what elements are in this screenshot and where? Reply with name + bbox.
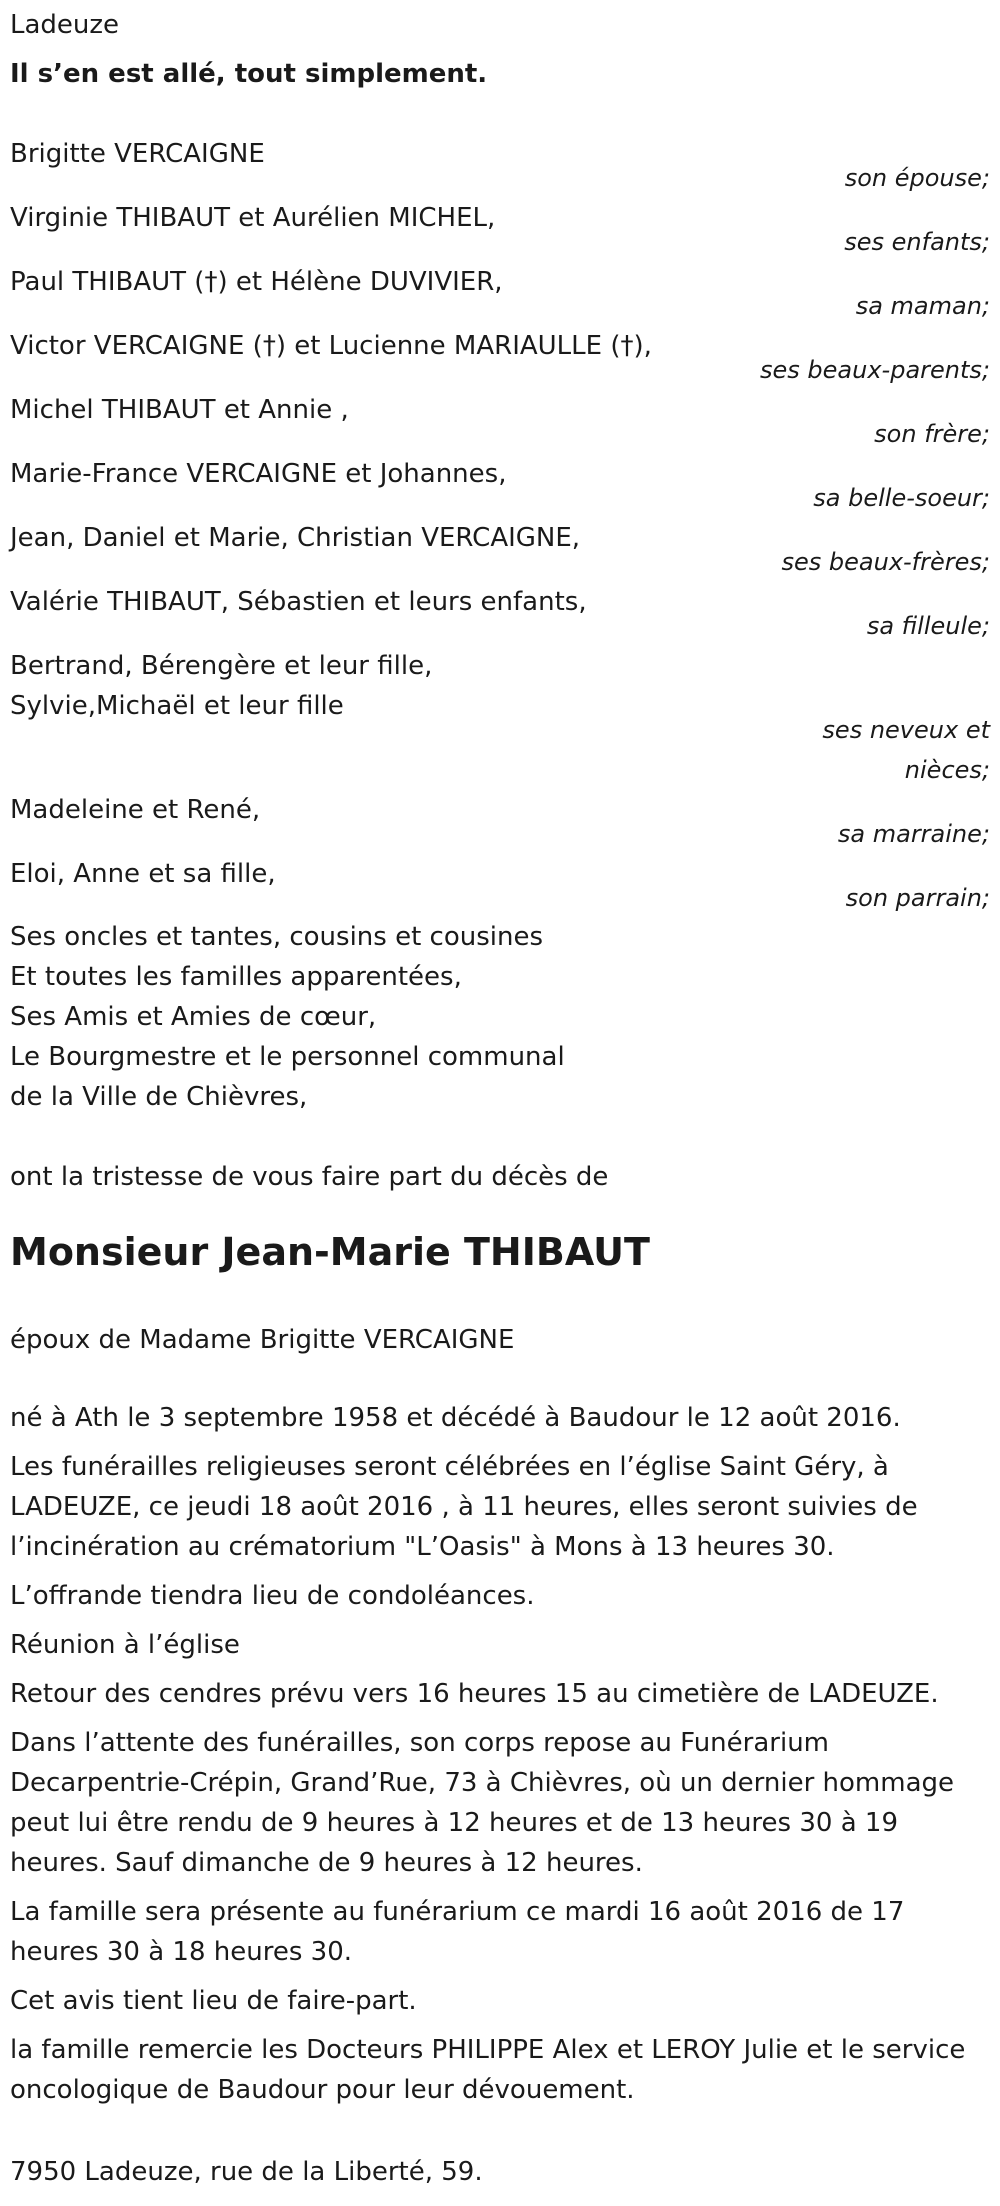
detail-paragraph: Réunion à l’église [10, 1630, 240, 1660]
others-line: de la Ville de Chièvres, [10, 1082, 308, 1112]
family-names: Sylvie,Michaël et leur fille [10, 691, 344, 721]
detail-paragraph: La famille sera présente au funérarium ce mardi 16 août 2016 de 17 heures 30 à 18 heures 30. [10, 1897, 905, 1967]
detail-paragraph: la famille remercie les Docteurs PHILIPPE Alex et LEROY Julie et le service oncologique de Baudour pour leur dévouement. [10, 2035, 966, 2105]
family-names: Madeleine et René, [10, 795, 261, 825]
detail-paragraph: Dans l’attente des funérailles, son corps repose au Funérarium Decarpentrie-Crépin, Grand’Rue, 73 à Chièvres, où un dernier hommage peut lui être rendu de 9 heures à 12 heures et de 13 heures 30 à 19 heures. Sauf dimanche de 9 heures à 12 heures. [10, 1728, 955, 1878]
family-names: Eloi, Anne et sa fille, [10, 859, 276, 889]
family-names: Michel THIBAUT et Annie , [10, 395, 349, 425]
family-names: Virginie THIBAUT et Aurélien MICHEL, [10, 203, 496, 233]
address: 7950 Ladeuze, rue de la Liberté, 59. [10, 2157, 483, 2187]
announcement: ont la tristesse de vous faire part du décès de [10, 1162, 609, 1192]
family-names: Marie-France VERCAIGNE et Johannes, [10, 459, 507, 489]
family-names: Valérie THIBAUT, Sébastien et leurs enfants, [10, 587, 587, 617]
tagline: Il s’en est allé, tout simplement. [10, 59, 488, 89]
family-names: Paul THIBAUT (†) et Hélène DUVIVIER, [10, 267, 503, 297]
deceased-name: Monsieur Jean-Marie THIBAUT [10, 1230, 650, 1274]
family-relation: ses neveux et [822, 716, 990, 744]
detail-paragraph: Les funérailles religieuses seront célébrées en l’église Saint Géry, à LADEUZE, ce jeudi 18 août 2016 , à 11 heures, elles seront suivies de l’incinération au crématorium "L’Oasis" à Mons à 13 heures 30. [10, 1452, 918, 1562]
family-names: Brigitte VERCAIGNE [10, 139, 265, 169]
family-relation: sa marraine; [837, 820, 990, 848]
family-relation: ses beaux-frères; [781, 548, 990, 576]
family-names: Jean, Daniel et Marie, Christian VERCAIGNE, [10, 523, 581, 553]
others-line: Et toutes les familles apparentées, [10, 962, 462, 992]
family-relation: sa filleule; [866, 612, 990, 640]
detail-paragraph: Cet avis tient lieu de faire-part. [10, 1986, 417, 2016]
others-line: Le Bourgmestre et le personnel communal [10, 1042, 565, 1072]
detail-paragraph: Retour des cendres prévu vers 16 heures 15 au cimetière de LADEUZE. [10, 1679, 939, 1709]
village-name: Ladeuze [10, 10, 120, 40]
family-relation: ses enfants; [844, 228, 990, 256]
family-relation: ses beaux-parents; [760, 356, 990, 384]
detail-paragraph: L’offrande tiendra lieu de condoléances. [10, 1581, 535, 1611]
family-relation: sa maman; [855, 292, 990, 320]
others-line: Ses oncles et tantes, cousins et cousines [10, 922, 544, 952]
family-names: Victor VERCAIGNE (†) et Lucienne MARIAULLE (†), [10, 331, 652, 361]
family-names: Bertrand, Bérengère et leur fille, [10, 651, 433, 681]
others-line: Ses Amis et Amies de cœur, [10, 1002, 377, 1032]
family-relation: sa belle-soeur; [813, 484, 990, 512]
spouse-line: époux de Madame Brigitte VERCAIGNE [10, 1325, 515, 1355]
family-relation: nièces; [904, 756, 990, 784]
family-relation: son frère; [874, 420, 990, 448]
family-relation: son parrain; [845, 884, 990, 912]
detail-paragraph: né à Ath le 3 septembre 1958 et décédé à Baudour le 12 août 2016. [10, 1403, 901, 1433]
family-relation: son épouse; [844, 164, 990, 192]
